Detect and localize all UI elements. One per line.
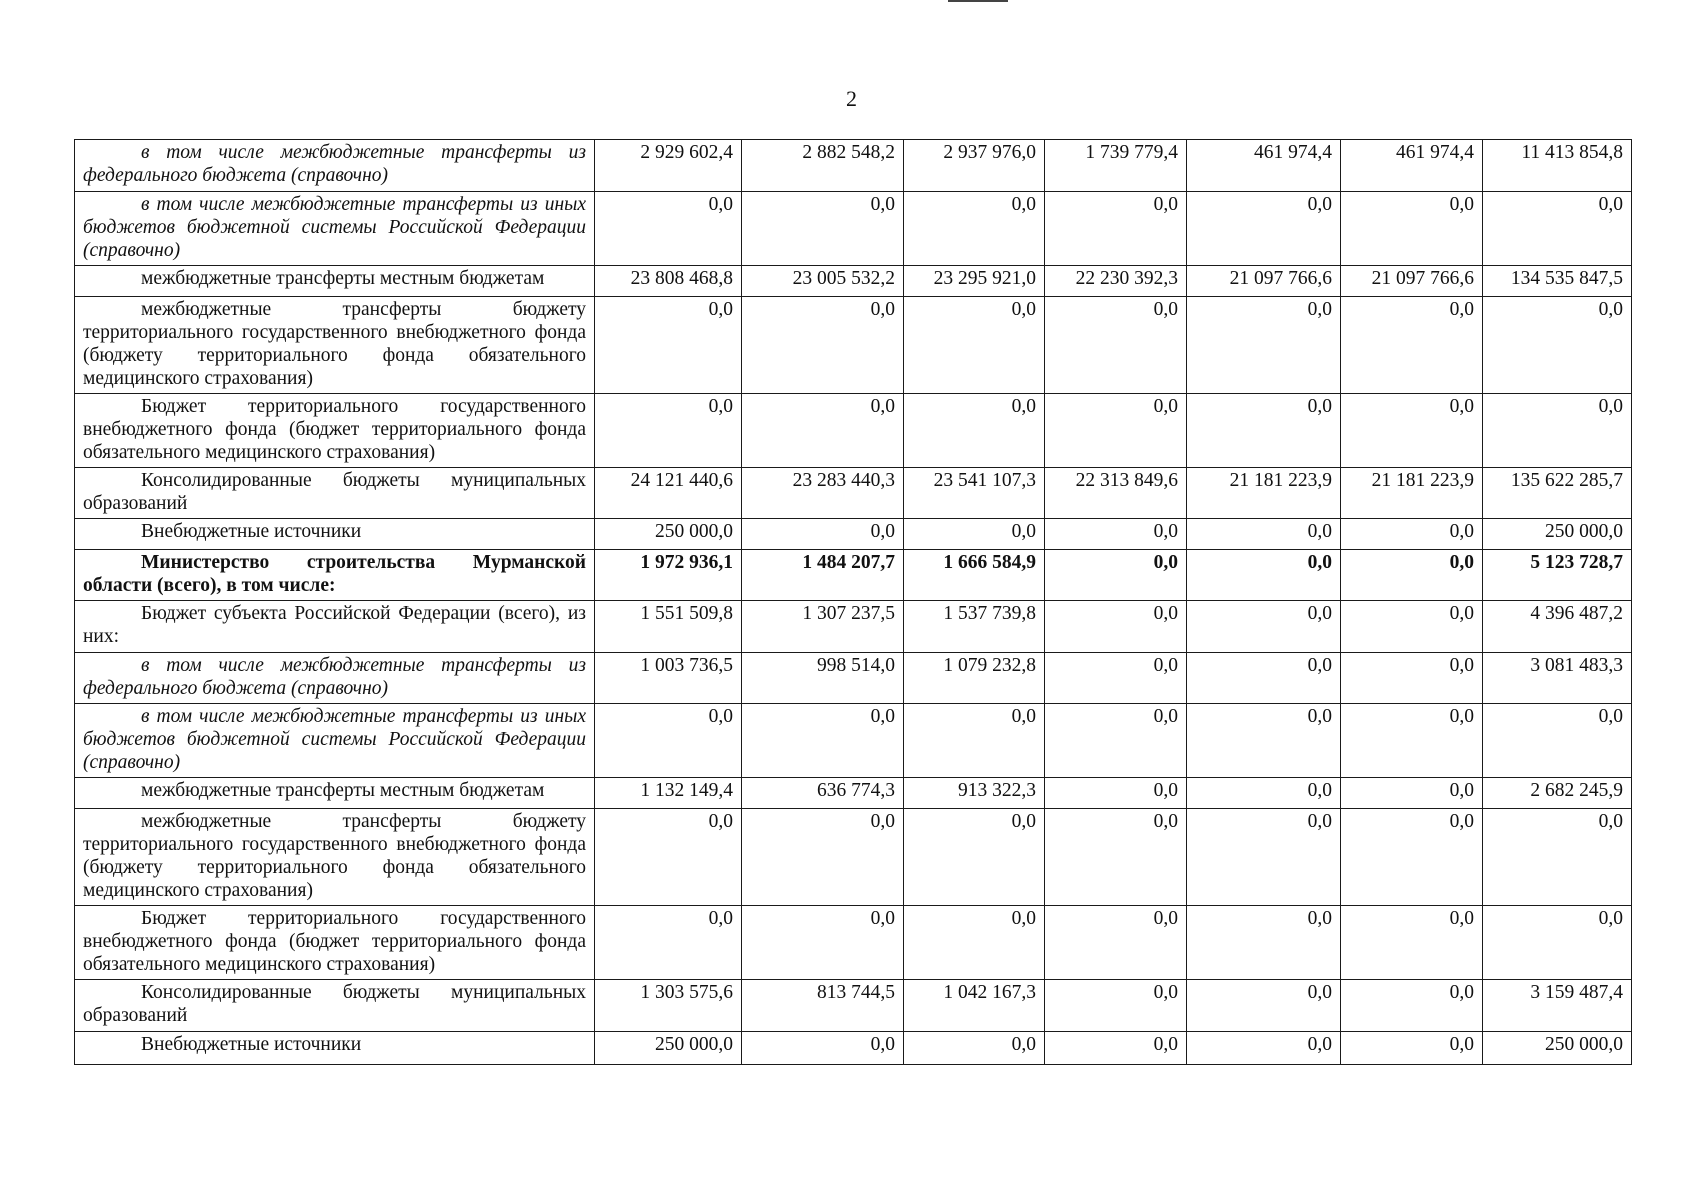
row-label: межбюджетные трансферты местным бюджетам [141, 268, 545, 289]
value-cell-col-year-3: 0,0 [904, 297, 1045, 394]
value-cell-col-year-6: 21 181 223,9 [1341, 468, 1483, 519]
value-cell-col-year-3: 23 295 921,0 [904, 266, 1045, 297]
row-label: Бюджет территориального государственного внебюджетного фонда (бюджет территориального фонда обязательного медицинского страхования) [83, 908, 586, 975]
value-cell-col-year-1: 1 303 575,6 [595, 980, 742, 1032]
value-cell-col-year-5: 0,0 [1187, 906, 1341, 980]
value-cell-col-year-6: 0,0 [1341, 980, 1483, 1032]
value-cell-col-year-5: 0,0 [1187, 704, 1341, 778]
value-cell-col-year-1: 250 000,0 [595, 1032, 742, 1065]
table-row [75, 394, 1632, 468]
value-cell-col-year-2: 2 882 548,2 [742, 140, 904, 192]
value-cell-col-year-1: 1 972 936,1 [595, 550, 742, 601]
row-label: Внебюджетные источники [141, 521, 362, 542]
value-cell-col-year-4: 0,0 [1045, 980, 1187, 1032]
value-cell-col-year-4: 22 313 849,6 [1045, 468, 1187, 519]
value-cell-col-year-6: 0,0 [1341, 192, 1483, 266]
value-cell-col-year-5: 0,0 [1187, 1032, 1341, 1065]
value-cell-col-year-2: 1 307 237,5 [742, 601, 904, 653]
row-label: в том числе межбюджетные трансферты из иных бюджетов бюджетной системы Российской Федерации (справочно) [83, 706, 586, 773]
value-cell-col-year-5: 0,0 [1187, 550, 1341, 601]
value-cell-col-year-6: 0,0 [1341, 601, 1483, 653]
value-cell-col-year-6: 0,0 [1341, 778, 1483, 809]
value-cell-col-year-5: 461 974,4 [1187, 140, 1341, 192]
value-cell-col-year-6: 0,0 [1341, 519, 1483, 550]
value-cell-col-total: 0,0 [1483, 906, 1632, 980]
value-cell-col-year-2: 0,0 [742, 809, 904, 906]
value-cell-col-year-1: 0,0 [595, 704, 742, 778]
value-cell-col-year-6: 0,0 [1341, 297, 1483, 394]
row-label: Внебюджетные источники [141, 1034, 362, 1055]
row-label-cell [75, 704, 595, 778]
table-row [75, 192, 1632, 266]
value-cell-col-year-2: 636 774,3 [742, 778, 904, 809]
value-cell-col-year-2: 0,0 [742, 297, 904, 394]
value-cell-col-year-4: 0,0 [1045, 519, 1187, 550]
value-cell-col-year-6: 21 097 766,6 [1341, 266, 1483, 297]
value-cell-col-year-4: 0,0 [1045, 192, 1187, 266]
row-label-cell [75, 468, 595, 519]
row-label-cell [75, 550, 595, 601]
value-cell-col-year-2: 1 484 207,7 [742, 550, 904, 601]
value-cell-col-year-4: 0,0 [1045, 809, 1187, 906]
value-cell-col-year-3: 1 079 232,8 [904, 653, 1045, 704]
row-label: межбюджетные трансферты бюджету территориального государственного внебюджетного фонда (бюджету территориального фонда обязательного медицинского страхования) [83, 811, 586, 901]
value-cell-col-year-2: 0,0 [742, 519, 904, 550]
table-row [75, 550, 1632, 601]
budget-table [74, 139, 1632, 1065]
value-cell-col-year-2: 0,0 [742, 1032, 904, 1065]
value-cell-col-total: 0,0 [1483, 394, 1632, 468]
value-cell-col-year-6: 461 974,4 [1341, 140, 1483, 192]
value-cell-col-year-5: 0,0 [1187, 192, 1341, 266]
value-cell-col-year-3: 1 537 739,8 [904, 601, 1045, 653]
value-cell-col-year-1: 250 000,0 [595, 519, 742, 550]
value-cell-col-year-1: 0,0 [595, 809, 742, 906]
row-label: межбюджетные трансферты местным бюджетам [141, 780, 545, 801]
value-cell-col-year-1: 0,0 [595, 906, 742, 980]
value-cell-col-year-2: 0,0 [742, 192, 904, 266]
value-cell-col-year-4: 0,0 [1045, 653, 1187, 704]
table-row [75, 653, 1632, 704]
table-row [75, 1032, 1632, 1065]
value-cell-col-year-3: 0,0 [904, 809, 1045, 906]
value-cell-col-year-5: 0,0 [1187, 980, 1341, 1032]
table-row [75, 266, 1632, 297]
table-row [75, 601, 1632, 653]
table-row [75, 809, 1632, 906]
value-cell-col-total: 5 123 728,7 [1483, 550, 1632, 601]
table-row [75, 140, 1632, 192]
value-cell-col-year-5: 0,0 [1187, 519, 1341, 550]
row-label-cell [75, 192, 595, 266]
row-label: Консолидированные бюджеты муниципальных образований [83, 470, 586, 514]
table-row [75, 980, 1632, 1032]
table-row [75, 906, 1632, 980]
row-label-cell [75, 778, 595, 809]
row-label-cell [75, 266, 595, 297]
value-cell-col-total: 11 413 854,8 [1483, 140, 1632, 192]
value-cell-col-year-3: 913 322,3 [904, 778, 1045, 809]
value-cell-col-total: 3 081 483,3 [1483, 653, 1632, 704]
value-cell-col-year-1: 24 121 440,6 [595, 468, 742, 519]
row-label: Бюджет субъекта Российской Федерации (всего), из них: [83, 603, 586, 647]
page-top-mark [948, 0, 1008, 2]
value-cell-col-year-5: 0,0 [1187, 297, 1341, 394]
value-cell-col-year-2: 813 744,5 [742, 980, 904, 1032]
value-cell-col-year-4: 0,0 [1045, 297, 1187, 394]
value-cell-col-year-3: 2 937 976,0 [904, 140, 1045, 192]
row-label-cell [75, 394, 595, 468]
value-cell-col-total: 0,0 [1483, 192, 1632, 266]
value-cell-col-total: 250 000,0 [1483, 519, 1632, 550]
value-cell-col-year-6: 0,0 [1341, 653, 1483, 704]
row-label: Министерство строительства Мурманской области (всего), в том числе: [83, 552, 586, 596]
row-label-cell [75, 980, 595, 1032]
value-cell-col-total: 250 000,0 [1483, 1032, 1632, 1065]
value-cell-col-year-6: 0,0 [1341, 1032, 1483, 1065]
table-body [75, 140, 1632, 1065]
value-cell-col-year-5: 21 181 223,9 [1187, 468, 1341, 519]
value-cell-col-year-6: 0,0 [1341, 809, 1483, 906]
row-label: межбюджетные трансферты бюджету территориального государственного внебюджетного фонда (бюджету территориального фонда обязательного медицинского страхования) [83, 299, 586, 389]
value-cell-col-year-2: 0,0 [742, 394, 904, 468]
value-cell-col-total: 135 622 285,7 [1483, 468, 1632, 519]
value-cell-col-year-3: 0,0 [904, 519, 1045, 550]
row-label: Консолидированные бюджеты муниципальных образований [83, 982, 586, 1026]
row-label: в том числе межбюджетные трансферты из федерального бюджета (справочно) [83, 142, 586, 186]
table-row [75, 704, 1632, 778]
row-label: Бюджет территориального государственного внебюджетного фонда (бюджет территориального фонда обязательного медицинского страхования) [83, 396, 586, 463]
value-cell-col-year-2: 0,0 [742, 906, 904, 980]
value-cell-col-year-1: 1 003 736,5 [595, 653, 742, 704]
row-label-cell [75, 1032, 595, 1065]
row-label-cell [75, 809, 595, 906]
value-cell-col-year-1: 0,0 [595, 297, 742, 394]
page-number: 2 [846, 86, 857, 111]
table-row [75, 297, 1632, 394]
value-cell-col-year-4: 0,0 [1045, 778, 1187, 809]
value-cell-col-year-5: 0,0 [1187, 809, 1341, 906]
value-cell-col-year-4: 0,0 [1045, 601, 1187, 653]
value-cell-col-year-3: 0,0 [904, 1032, 1045, 1065]
value-cell-col-year-2: 23 005 532,2 [742, 266, 904, 297]
value-cell-col-year-4: 1 739 779,4 [1045, 140, 1187, 192]
value-cell-col-year-4: 0,0 [1045, 1032, 1187, 1065]
value-cell-col-year-3: 1 042 167,3 [904, 980, 1045, 1032]
row-label: в том числе межбюджетные трансферты из федерального бюджета (справочно) [83, 655, 586, 699]
value-cell-col-year-6: 0,0 [1341, 394, 1483, 468]
value-cell-col-year-4: 0,0 [1045, 550, 1187, 601]
value-cell-col-year-6: 0,0 [1341, 704, 1483, 778]
row-label-cell [75, 906, 595, 980]
value-cell-col-year-5: 0,0 [1187, 394, 1341, 468]
row-label-cell [75, 297, 595, 394]
row-label: в том числе межбюджетные трансферты из иных бюджетов бюджетной системы Российской Федерации (справочно) [83, 194, 586, 261]
value-cell-col-year-5: 0,0 [1187, 653, 1341, 704]
value-cell-col-year-2: 998 514,0 [742, 653, 904, 704]
value-cell-col-year-3: 0,0 [904, 906, 1045, 980]
value-cell-col-year-3: 0,0 [904, 704, 1045, 778]
value-cell-col-year-3: 0,0 [904, 394, 1045, 468]
value-cell-col-total: 0,0 [1483, 297, 1632, 394]
table-row [75, 468, 1632, 519]
value-cell-col-year-4: 0,0 [1045, 704, 1187, 778]
value-cell-col-total: 0,0 [1483, 809, 1632, 906]
value-cell-col-total: 134 535 847,5 [1483, 266, 1632, 297]
value-cell-col-total: 2 682 245,9 [1483, 778, 1632, 809]
row-label-cell [75, 601, 595, 653]
value-cell-col-year-6: 0,0 [1341, 550, 1483, 601]
value-cell-col-year-5: 0,0 [1187, 778, 1341, 809]
value-cell-col-year-5: 0,0 [1187, 601, 1341, 653]
value-cell-col-year-4: 0,0 [1045, 394, 1187, 468]
value-cell-col-year-6: 0,0 [1341, 906, 1483, 980]
value-cell-col-year-1: 1 132 149,4 [595, 778, 742, 809]
value-cell-col-year-3: 0,0 [904, 192, 1045, 266]
value-cell-col-total: 3 159 487,4 [1483, 980, 1632, 1032]
value-cell-col-year-5: 21 097 766,6 [1187, 266, 1341, 297]
value-cell-col-year-2: 0,0 [742, 704, 904, 778]
value-cell-col-year-1: 23 808 468,8 [595, 266, 742, 297]
value-cell-col-year-4: 22 230 392,3 [1045, 266, 1187, 297]
value-cell-col-year-4: 0,0 [1045, 906, 1187, 980]
value-cell-col-year-3: 23 541 107,3 [904, 468, 1045, 519]
value-cell-col-year-3: 1 666 584,9 [904, 550, 1045, 601]
row-label-cell [75, 653, 595, 704]
value-cell-col-year-1: 1 551 509,8 [595, 601, 742, 653]
row-label-cell [75, 519, 595, 550]
table-row [75, 778, 1632, 809]
row-label-cell [75, 140, 595, 192]
table-row [75, 519, 1632, 550]
value-cell-col-total: 4 396 487,2 [1483, 601, 1632, 653]
value-cell-col-year-1: 0,0 [595, 192, 742, 266]
value-cell-col-year-2: 23 283 440,3 [742, 468, 904, 519]
value-cell-col-year-1: 2 929 602,4 [595, 140, 742, 192]
value-cell-col-year-1: 0,0 [595, 394, 742, 468]
value-cell-col-total: 0,0 [1483, 704, 1632, 778]
